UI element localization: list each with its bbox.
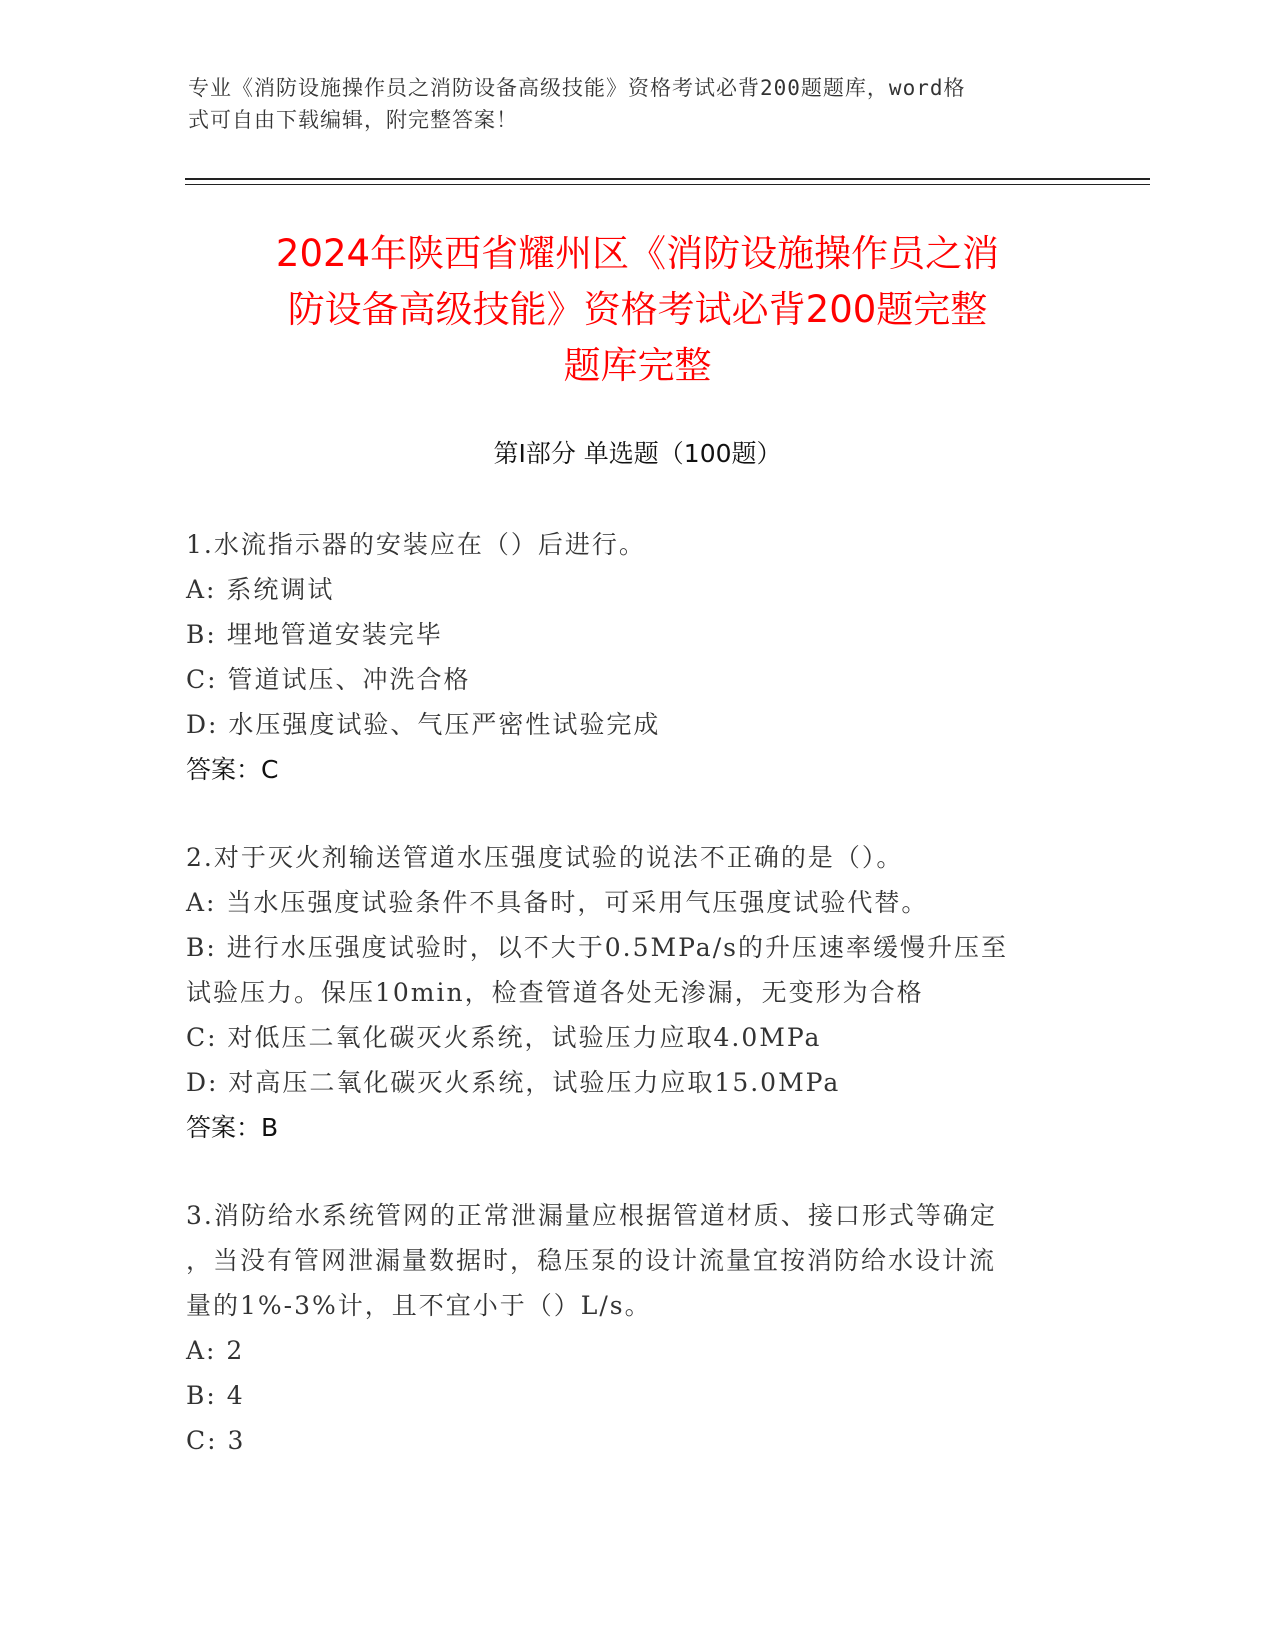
question-stem: 2.对于灭火剂输送管道水压强度试验的说法不正确的是（）。 xyxy=(186,843,904,872)
option-b: B: 4 xyxy=(186,1381,245,1410)
header-divider-thin xyxy=(185,184,1150,185)
option-b-continued: 试验压力。保压10min，检查管道各处无渗漏，无变形为合格 xyxy=(186,978,924,1007)
option-b: B: 进行水压强度试验时，以不大于0.5MPa/s的升压速率缓慢升压至 xyxy=(186,933,1008,962)
header-divider-thick xyxy=(185,178,1150,180)
option-a: A: 当水压强度试验条件不具备时，可采用气压强度试验代替。 xyxy=(186,888,929,917)
title-line-2: 防设备高级技能》资格考试必背200题完整 xyxy=(287,288,988,331)
question-list xyxy=(186,522,1066,1506)
option-c: C: 3 xyxy=(186,1426,246,1455)
question-stem-continued: 量的1%-3%计，且不宜小于（）L/s。 xyxy=(186,1291,652,1320)
question-3 xyxy=(186,1193,1066,1463)
question-stem: 3.消防给水系统管网的正常泄漏量应根据管道材质、接口形式等确定 xyxy=(186,1201,997,1230)
question-1 xyxy=(186,522,1066,792)
option-a: A: 2 xyxy=(186,1336,245,1365)
option-c: C: 对低压二氧化碳灭火系统，试验压力应取4.0MPa xyxy=(186,1023,822,1052)
option-c: C: 管道试压、冲洗合格 xyxy=(186,665,471,694)
option-d: D: 对高压二氧化碳灭火系统，试验压力应取15.0MPa xyxy=(186,1068,841,1097)
header-line-2: 式可自由下载编辑，附完整答案！ xyxy=(188,108,518,132)
title-line-1: 2024年陕西省耀州区《消防设施操作员之消 xyxy=(275,232,1000,275)
option-a: A: 系统调试 xyxy=(186,575,335,604)
section-heading: 第Ⅰ部分 单选题（100题） xyxy=(493,439,782,468)
answer: 答案：B xyxy=(186,1113,279,1142)
option-d: D: 水压强度试验、气压严密性试验完成 xyxy=(186,710,661,739)
answer: 答案：C xyxy=(186,755,279,784)
header-line-1: 专业《消防设施操作员之消防设备高级技能》资格考试必背200题题库，word格 xyxy=(188,76,966,100)
question-stem-continued: ，当没有管网泄漏量数据时，稳压泵的设计流量宜按消防给水设计流 xyxy=(186,1246,997,1275)
document-title xyxy=(150,226,1125,394)
document-header xyxy=(188,72,1068,136)
question-2 xyxy=(186,835,1066,1150)
question-stem: 1.水流指示器的安装应在（）后进行。 xyxy=(186,530,646,559)
title-line-3: 题库完整 xyxy=(563,344,712,387)
option-b: B: 埋地管道安装完毕 xyxy=(186,620,443,649)
